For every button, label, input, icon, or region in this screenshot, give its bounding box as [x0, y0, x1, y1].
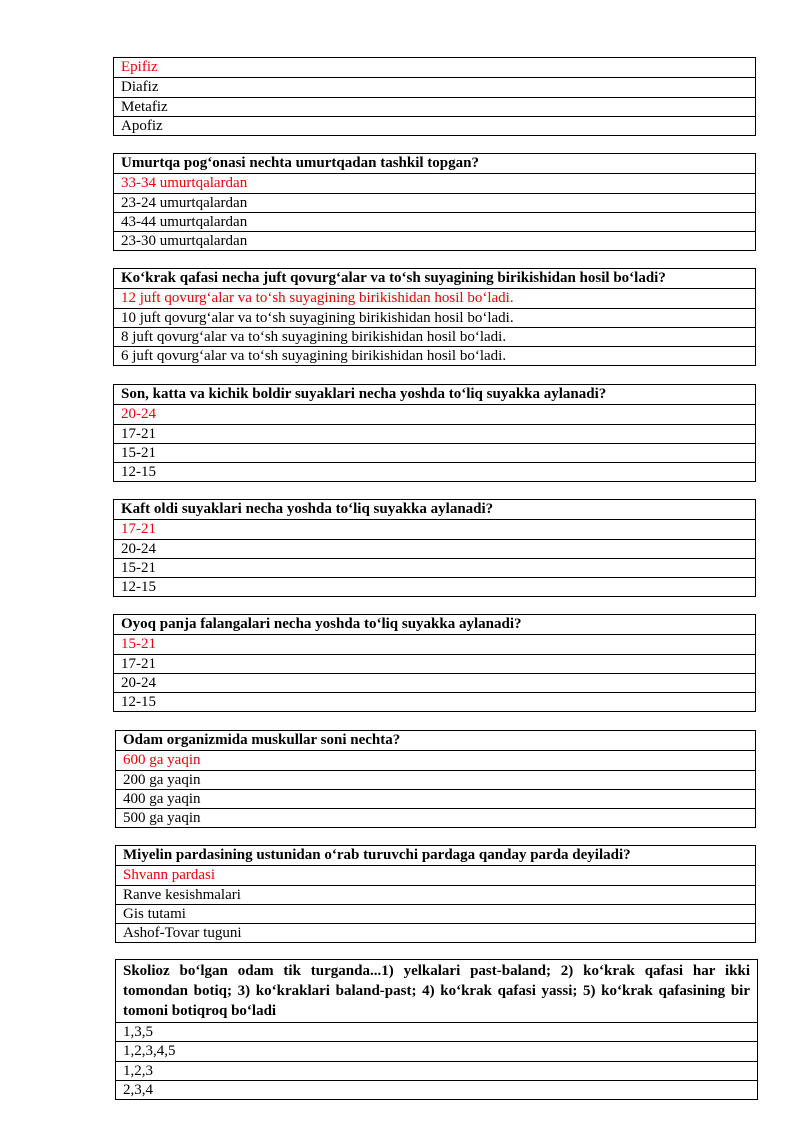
answer-option: Metafiz [114, 97, 755, 116]
answer-option: 15-21 [114, 558, 755, 577]
question-block-oyoq-panja [113, 614, 756, 712]
answer-option: Ranve kesishmalari [116, 885, 755, 904]
question-text: Miyelin pardasining ustunidan o‘rab turuvchi pardaga qanday parda deyiladi? [123, 847, 631, 863]
answer-option-correct: 17-21 [114, 519, 755, 538]
answer-option: 1,2,3 [116, 1061, 757, 1080]
answer-option: 200 ga yaqin [116, 770, 755, 789]
answer-option: 500 ga yaqin [116, 808, 755, 827]
answer-option: 8 juft qovurg‘alar va to‘sh suyagining birikishidan hosil bo‘ladi. [114, 327, 755, 346]
answer-option: 12-15 [114, 462, 755, 481]
answer-option-correct: 600 ga yaqin [116, 750, 755, 769]
answer-option: Apofiz [114, 116, 755, 135]
question-block-epifiz [113, 57, 756, 136]
answer-option-correct: 12 juft qovurg‘alar va to‘sh suyagining birikishidan hosil bo‘ladi. [114, 288, 755, 307]
answer-option: 23-24 umurtqalardan [114, 193, 755, 212]
question-block-skolioz [115, 959, 758, 1100]
answer-option-correct: Epifiz [121, 59, 158, 75]
answer-option: 23-30 umurtqalardan [114, 231, 755, 250]
question-block-umurtqa [113, 153, 756, 251]
answer-option: 1,2,3,4,5 [116, 1041, 757, 1060]
answer-option: 12-15 [114, 692, 755, 711]
answer-option-correct: 15-21 [114, 634, 755, 653]
question-block-kaft-oldi [113, 499, 756, 597]
question-text: Oyoq panja falangalari necha yoshda to‘liq suyakka aylanadi? [121, 616, 522, 632]
answer-option-correct: 20-24 [114, 404, 755, 423]
answer-option: 17-21 [114, 424, 755, 443]
question-block-son-boldir [113, 384, 756, 482]
answer-option: 6 juft qovurg‘alar va to‘sh suyagining birikishidan hosil bo‘ladi. [114, 346, 755, 365]
answer-option: 10 juft qovurg‘alar va to‘sh suyagining birikishidan hosil bo‘ladi. [114, 308, 755, 327]
answer-option: 17-21 [114, 654, 755, 673]
answer-option: 43-44 umurtqalardan [114, 212, 755, 231]
answer-option-correct: 33-34 umurtqalardan [114, 173, 755, 192]
question-block-muskullar [115, 730, 756, 828]
answer-option: Diafiz [114, 77, 755, 96]
question-text: Umurtqa pog‘onasi nechta umurtqadan tashkil topgan? [121, 155, 479, 171]
answer-option: Ashof-Tovar tuguni [116, 923, 755, 942]
question-text: Kaft oldi suyaklari necha yoshda to‘liq suyakka aylanadi? [121, 501, 494, 517]
answer-option: 400 ga yaqin [116, 789, 755, 808]
question-text: Odam organizmida muskullar soni nechta? [123, 732, 401, 748]
answer-option-correct: Shvann pardasi [116, 865, 755, 884]
question-block-miyelin [115, 845, 756, 943]
answer-option: 20-24 [114, 539, 755, 558]
answer-option: 20-24 [114, 673, 755, 692]
question-text: Son, katta va kichik boldir suyaklari necha yoshda to‘liq suyakka aylanadi? [121, 386, 607, 402]
answer-option: Gis tutami [116, 904, 755, 923]
question-text: Skolioz bo‘lgan odam tik turganda...1) yelkalari past-baland; 2) ko‘krak qafasi har ikki tomondan botiq; 3) ko‘kraklari baland-past; 4) ko‘krak qafasi yassi; 5) ko‘krak qafasining bir tomoni botiqroq bo‘ladi [123, 963, 750, 1019]
answer-option: 15-21 [114, 443, 755, 462]
answer-option: 12-15 [114, 577, 755, 596]
answer-option: 2,3,4 [116, 1080, 757, 1099]
question-block-kokrak-qafasi [113, 268, 756, 366]
answer-option: 1,3,5 [116, 1022, 757, 1041]
question-text: Ko‘krak qafasi necha juft qovurg‘alar va to‘sh suyagining birikishidan hosil bo‘ladi? [121, 270, 666, 286]
